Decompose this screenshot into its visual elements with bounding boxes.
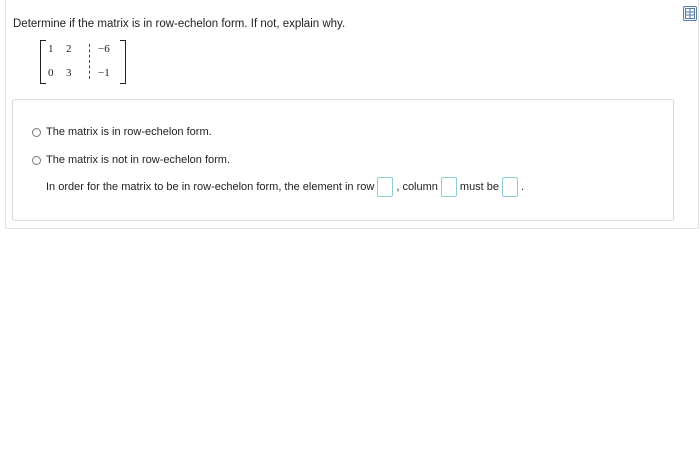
- option-label: The matrix is not in row-echelon form.: [46, 154, 231, 166]
- explanation-text: .: [521, 181, 525, 193]
- matrix-grid-icon[interactable]: [683, 6, 697, 21]
- value-input[interactable]: [502, 177, 518, 197]
- augmented-matrix: [40, 38, 126, 84]
- right-bracket: [120, 40, 126, 84]
- option-label: The matrix is in row-echelon form.: [46, 126, 212, 138]
- matrix-cell: −1: [98, 67, 110, 79]
- question-prompt: Determine if the matrix is in row-echelon form. If not, explain why.: [13, 18, 346, 30]
- matrix-cell: 1: [48, 43, 54, 55]
- option-not-in-row-echelon[interactable]: [32, 154, 230, 166]
- column-input[interactable]: [441, 177, 457, 197]
- explanation-text: In order for the matrix to be in row-echelon form, the element in row: [46, 181, 375, 193]
- row-input[interactable]: [377, 177, 393, 197]
- answer-box: [12, 99, 674, 221]
- matrix-cell: 3: [66, 67, 72, 79]
- matrix-cell: 0: [48, 67, 54, 79]
- matrix-cell: 2: [66, 43, 72, 55]
- radio-button[interactable]: [32, 128, 41, 137]
- radio-button[interactable]: [32, 156, 41, 165]
- augment-divider: [89, 44, 90, 79]
- explanation-text: , column: [396, 181, 438, 193]
- option-in-row-echelon[interactable]: [32, 126, 212, 138]
- explanation-line: [46, 177, 524, 197]
- explanation-text: must be: [459, 181, 500, 193]
- left-bracket: [40, 40, 46, 84]
- matrix-grid-glyph: [685, 8, 695, 19]
- matrix-cell: −6: [98, 43, 110, 55]
